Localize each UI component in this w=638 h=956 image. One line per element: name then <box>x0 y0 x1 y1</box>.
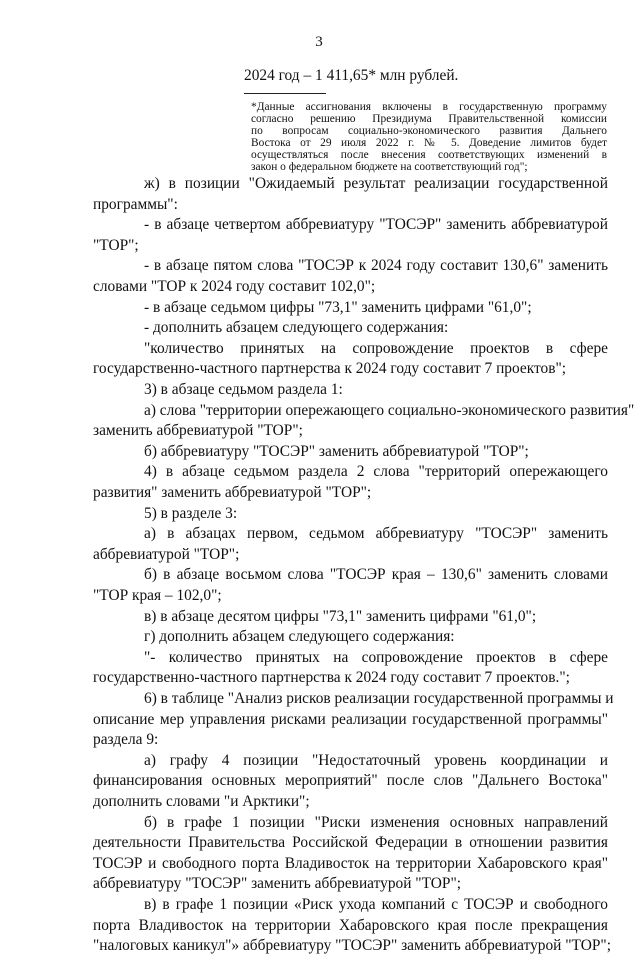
footnote-line: *Данные ассигнования включены в государственную программу <box>251 101 607 113</box>
body-text-line: "налоговых каникул"» аббревиатуру "ТОСЭР" заменить аббревиатурой "ТОР"; <box>93 937 611 955</box>
body-text-line: 4) в абзаце седьмом раздела 2 слова "территорий опережающего <box>144 463 608 481</box>
footnote-line: осуществляться после внесения соответствующих изменений в <box>251 149 607 161</box>
body-text-line: в) в абзаце десятом цифры "73,1" заменить цифрами "61,0"; <box>144 607 537 625</box>
body-text-line: описание мер управления рисками реализации государственной программы" <box>93 710 608 728</box>
body-text-line: в) в графе 1 позиции «Риск ухода компаний с ТОСЭР и свободного <box>144 896 608 913</box>
body-text-line: аббревиатуру "ТОСЭР" заменить аббревиатурой "ТОР"; <box>93 875 462 893</box>
page-number: 3 <box>315 34 323 50</box>
body-text-line: ТОСЭР и свободного порта Владивосток на территории Хабаровского края" <box>93 854 608 872</box>
body-text-line: б) в абзаце восьмом слова "ТОСЭР края – 130,6" заменить словами <box>144 566 608 584</box>
body-text-line: "- количество принятых на сопровождение проектов в сфере <box>144 648 608 666</box>
footnote-line: по вопросам социально-экономического развития Дальнего <box>251 125 607 137</box>
body-text-line: государственно-частного партнерства к 2024 году составит 7 проектов."; <box>93 669 570 687</box>
body-text-line: программы": <box>93 195 178 213</box>
body-text-line: - дополнить абзацем следующего содержания: <box>144 319 449 337</box>
body-text-line: - в абзаце пятом слова "ТОСЭР к 2024 году составит 130,6" заменить <box>144 257 608 275</box>
body-text-line: государственно-частного партнерства к 2024 году составит 7 проектов"; <box>93 360 567 378</box>
body-text-line: раздела 9: <box>93 731 159 749</box>
body-text-line: а) слова "территории опережающего социально-экономического развития" <box>144 401 635 419</box>
footnote-line: согласно решению Президиума Правительственной комиссии <box>251 113 607 125</box>
body-text-line: "количество принятых на сопровождение проектов в сфере <box>144 339 608 357</box>
body-text-line: б) в графе 1 позиции "Риски изменения основных направлений <box>144 813 608 831</box>
body-text-line: г) дополнить абзацем следующего содержания: <box>144 628 455 646</box>
body-text-line: порта Владивосток на территории Хабаровского края после прекращения <box>93 916 608 934</box>
body-text-line: 6) в таблице "Анализ рисков реализации государственной программы и <box>144 690 614 707</box>
body-text-line: словами "ТОР к 2024 году составит 102,0"; <box>93 278 376 295</box>
body-text-line: ж) в позиции "Ожидаемый результат реализации государственной <box>144 175 608 192</box>
body-text-line: а) графу 4 позиции "Недостаточный уровень координации и <box>144 751 608 769</box>
body-text-line: б) аббревиатуру "ТОСЭР" заменить аббревиатурой "ТОР"; <box>144 442 529 460</box>
body-text-line: аббревиатурой "ТОР"; <box>93 545 240 563</box>
body-text-line: дополнить словами "и Арктики"; <box>93 793 310 810</box>
body-text-line: - в абзаце седьмом цифры "73,1" заменить цифрами "61,0"; <box>144 298 532 316</box>
body-text-line: 5) в разделе 3: <box>144 504 238 522</box>
budget-total-line: 2024 год – 1 411,65* млн рублей. <box>244 67 459 84</box>
body-text-line: развития" заменить аббревиатурой "ТОР"; <box>93 484 372 501</box>
body-text-line: финансирования основных мероприятий" после слов "Дальнего Востока" <box>93 772 608 790</box>
body-text-line: "ТОР края – 102,0"; <box>93 587 222 604</box>
body-text-line: а) в абзацах первом, седьмом аббревиатуру "ТОСЭР" заменить <box>144 525 608 543</box>
body-text-line: заменить аббревиатурой "ТОР"; <box>93 422 303 440</box>
body-text-line: деятельности Правительства Российской Федерации в отношении развития <box>93 834 608 852</box>
footnote-line: закон о федеральном бюджете на соответствующий год"; <box>251 161 528 173</box>
body-text-line: - в абзаце четвертом аббревиатуру "ТОСЭР" заменить аббревиатурой <box>144 216 608 234</box>
body-text-line: "ТОР"; <box>93 236 139 254</box>
footnote-separator <box>244 93 326 94</box>
body-text-line: 3) в абзаце седьмом раздела 1: <box>144 381 343 398</box>
footnote-line: Востока от 29 июля 2022 г. № 5. Доведение лимитов будет <box>251 137 607 149</box>
